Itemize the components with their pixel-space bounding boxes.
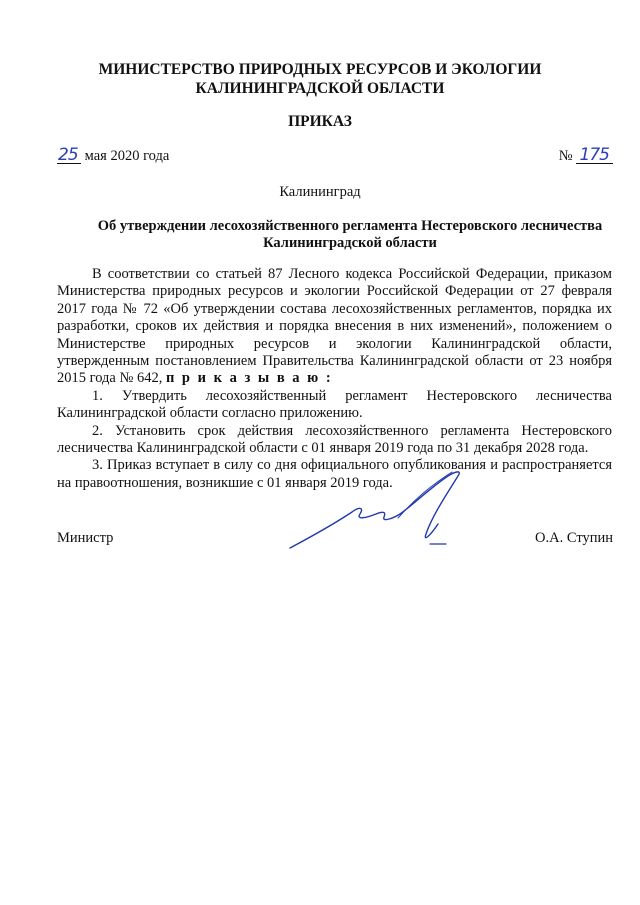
- signatory-name: О.А. Ступин: [535, 530, 613, 546]
- ministry-name: [0, 60, 640, 98]
- date-line: [57, 147, 169, 165]
- city: Калининград: [279, 184, 361, 200]
- clause-3: 3. Приказ вступает в силу со дня официального опубликования и распространяется на правоотношения, возникшие с 01 января 2019 года.: [57, 457, 612, 491]
- order-subject: [70, 218, 630, 252]
- subject-line2: Калининградской области: [263, 235, 437, 251]
- handwritten-signature: [280, 462, 500, 562]
- order-number: [559, 147, 613, 165]
- signatory-title: Министр: [57, 530, 114, 546]
- preamble-text: В соответствии со статьей 87 Лесного кодекса Российской Федерации, приказом Министерства природных ресурсов и экологии Российской Федерации от 27 февраля 2017 года № 72 «Об утверждении состава лесохозяйственных регламентов, порядка их разработки, сроков их действия и порядка внесения в них изменений», положением о Министерстве природных ресурсов и экологии Калининградской области, утвержденным постановлением Правительства Калининградской области от 23 ноября 2015 года № 642,: [57, 266, 612, 387]
- ministry-name-line2: КАЛИНИНГРАДСКОЙ ОБЛАСТИ: [195, 80, 445, 97]
- clause-1: 1. Утвердить лесохозяйственный регламент Нестеровского лесничества Калининградской области согласно приложению.: [57, 387, 612, 422]
- document-type: ПРИКАЗ: [288, 113, 352, 130]
- subject-line1: Об утверждении лесохозяйственного регламента Нестеровского лесничества: [97, 218, 603, 234]
- handwritten-number: 175: [576, 147, 613, 164]
- order-body: [57, 266, 612, 492]
- order-word: п р и к а з ы в а ю :: [165, 370, 333, 387]
- clause-2: 2. Установить срок действия лесохозяйственного регламента Нестеровского лесничества Калининградской области с 01 января 2019 года по 31 декабря 2028 года.: [57, 422, 612, 457]
- handwritten-day: 25: [57, 147, 81, 164]
- number-label: №: [558, 148, 573, 164]
- preamble-paragraph: [57, 266, 612, 388]
- date-text: мая 2020 года: [84, 148, 170, 164]
- ministry-name-line1: МИНИСТЕРСТВО ПРИРОДНЫХ РЕСУРСОВ И ЭКОЛОГИИ: [98, 61, 542, 78]
